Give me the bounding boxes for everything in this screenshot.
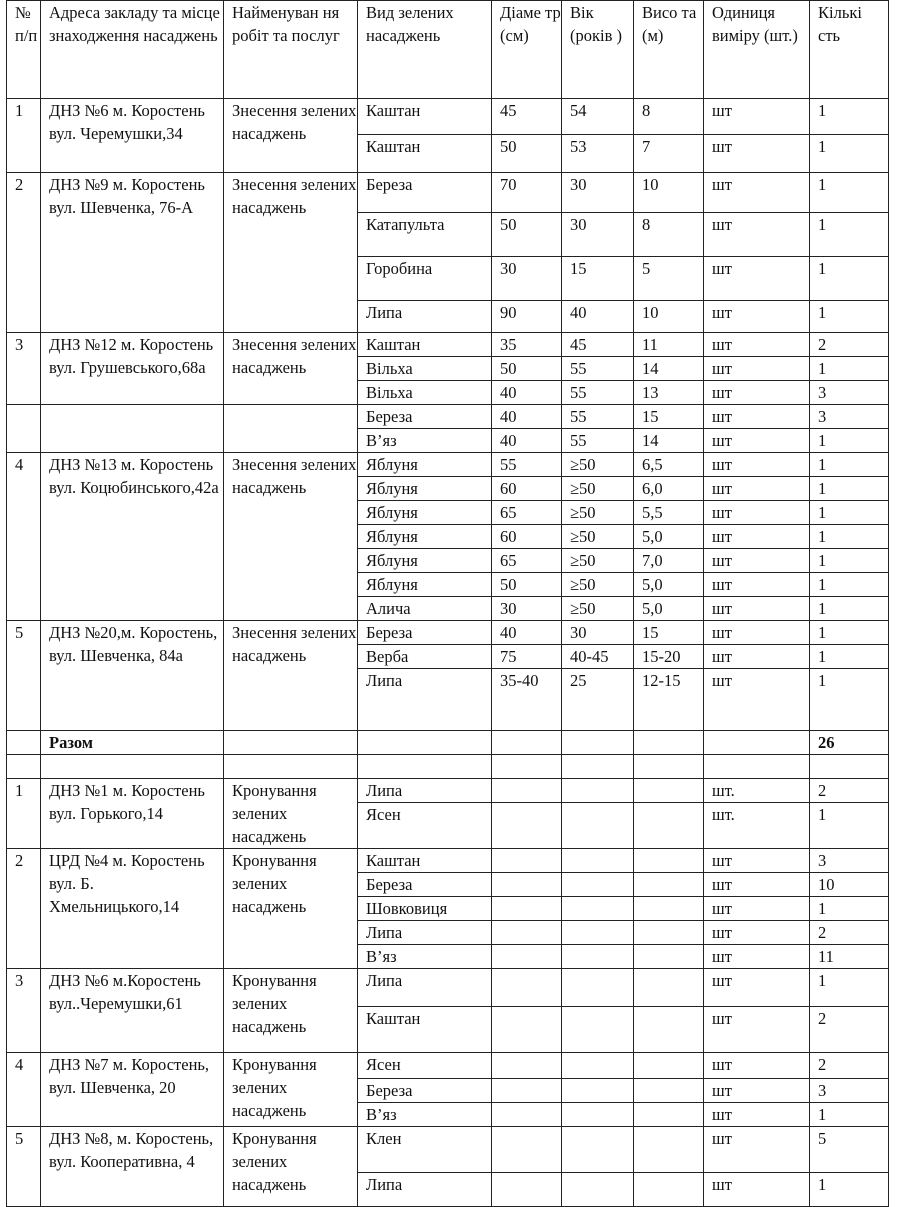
quantity-cell: 1 [810,1103,889,1127]
diameter-cell [492,1173,562,1207]
empty-cell [224,731,358,755]
table-row [7,333,889,357]
work-type-cell [224,405,358,453]
height-cell [634,1103,704,1127]
diameter-cell [492,1127,562,1173]
height-cell [634,1007,704,1053]
total-label: Разом [41,731,224,755]
quantity-cell: 1 [810,1173,889,1207]
header-age: Вік (років ) [562,1,634,99]
diameter-cell [492,921,562,945]
unit-cell: шт [704,669,810,731]
quantity-cell: 1 [810,525,889,549]
table-row [7,969,889,1007]
header-quantity: Кількі сть [810,1,889,99]
unit-cell: шт [704,525,810,549]
height-cell [634,1079,704,1103]
unit-cell: шт [704,849,810,873]
unit-cell: шт [704,549,810,573]
unit-cell: шт. [704,803,810,849]
diameter-cell: 50 [492,357,562,381]
age-cell [562,1173,634,1207]
age-cell [562,1053,634,1079]
height-cell: 10 [634,301,704,333]
diameter-cell: 60 [492,525,562,549]
diameter-cell: 40 [492,405,562,429]
diameter-cell [492,803,562,849]
header-height: Висо та (м) [634,1,704,99]
empty-cell [492,731,562,755]
height-cell: 10 [634,173,704,213]
quantity-cell: 1 [810,645,889,669]
unit-cell: шт [704,453,810,477]
quantity-cell: 1 [810,897,889,921]
header-diameter: Діаме тр (см) [492,1,562,99]
tree-type-cell: Яблуня [358,573,492,597]
tree-type-cell: Ясен [358,803,492,849]
quantity-cell: 1 [810,597,889,621]
age-cell: 55 [562,381,634,405]
diameter-cell [492,1053,562,1079]
row-number: 2 [7,849,41,969]
height-cell: 5,0 [634,525,704,549]
tree-type-cell: Каштан [358,135,492,173]
address-cell [41,405,224,453]
table-row [7,173,889,213]
height-cell: 5 [634,257,704,301]
work-type-cell: Кронування зелених насаджень [224,1053,358,1127]
height-cell: 12-15 [634,669,704,731]
unit-cell: шт [704,501,810,525]
age-cell: ≥50 [562,549,634,573]
unit-cell: шт [704,573,810,597]
height-cell [634,803,704,849]
age-cell [562,1007,634,1053]
table-row [7,1053,889,1079]
tree-type-cell: Каштан [358,333,492,357]
diameter-cell: 70 [492,173,562,213]
unit-cell: шт [704,405,810,429]
unit-cell: шт [704,1053,810,1079]
tree-type-cell: Береза [358,173,492,213]
age-cell: 55 [562,357,634,381]
address-cell: ДНЗ №20,м. Коростень, вул. Шевченка, 84а [41,621,224,731]
row-number: 4 [7,1053,41,1127]
unit-cell: шт [704,477,810,501]
diameter-cell: 35-40 [492,669,562,731]
age-cell: 30 [562,213,634,257]
height-cell: 11 [634,333,704,357]
age-cell: 55 [562,429,634,453]
empty-cell [358,755,492,779]
tree-type-cell: Береза [358,1079,492,1103]
table-row [7,779,889,803]
address-cell: ДНЗ №6 м.Коростень вул..Черемушки,61 [41,969,224,1053]
address-cell: ДНЗ №9 м. Коростень вул. Шевченка, 76-А [41,173,224,333]
age-cell [562,1079,634,1103]
tree-type-cell: Ясен [358,1053,492,1079]
diameter-cell [492,1079,562,1103]
table-header-row [7,1,889,99]
tree-type-cell: В’яз [358,1103,492,1127]
empty-cell [634,731,704,755]
work-type-cell: Кронування зелених насаджень [224,779,358,849]
row-number: 4 [7,453,41,621]
age-cell [562,1103,634,1127]
quantity-cell: 1 [810,429,889,453]
tree-type-cell: Каштан [358,99,492,135]
quantity-cell: 1 [810,99,889,135]
height-cell: 7,0 [634,549,704,573]
height-cell: 15 [634,621,704,645]
tree-type-cell: Клен [358,1127,492,1173]
diameter-cell [492,897,562,921]
age-cell: 55 [562,405,634,429]
height-cell: 6,5 [634,453,704,477]
address-cell: ДНЗ №1 м. Коростень вул. Горького,14 [41,779,224,849]
tree-type-cell: Яблуня [358,477,492,501]
age-cell: 40-45 [562,645,634,669]
address-cell: ДНЗ №6 м. Коростень вул. Черемушки,34 [41,99,224,173]
green-plantings-table [6,0,889,1207]
header-tree-type: Вид зелених насаджень [358,1,492,99]
unit-cell: шт [704,945,810,969]
height-cell: 8 [634,99,704,135]
tree-type-cell: В’яз [358,429,492,453]
tree-type-cell: Каштан [358,1007,492,1053]
age-cell: 53 [562,135,634,173]
address-cell: ДНЗ №8, м. Коростень, вул. Кооперативна, 4 [41,1127,224,1207]
diameter-cell: 30 [492,597,562,621]
unit-cell: шт [704,173,810,213]
table-row [7,621,889,645]
unit-cell: шт. [704,779,810,803]
unit-cell: шт [704,213,810,257]
diameter-cell [492,779,562,803]
tree-type-cell: Береза [358,873,492,897]
age-cell: ≥50 [562,573,634,597]
diameter-cell [492,969,562,1007]
header-unit: Одиниця виміру (шт.) [704,1,810,99]
tree-type-cell: Яблуня [358,453,492,477]
unit-cell: шт [704,969,810,1007]
quantity-cell: 1 [810,173,889,213]
diameter-cell: 40 [492,381,562,405]
height-cell [634,1053,704,1079]
diameter-cell [492,873,562,897]
total-row [7,731,889,755]
quantity-cell: 2 [810,1053,889,1079]
age-cell: 40 [562,301,634,333]
work-type-cell: Знесення зелених насаджень [224,621,358,731]
height-cell: 14 [634,357,704,381]
diameter-cell: 50 [492,213,562,257]
tree-type-cell: Береза [358,621,492,645]
unit-cell: шт [704,1007,810,1053]
diameter-cell: 50 [492,573,562,597]
quantity-cell: 10 [810,873,889,897]
unit-cell: шт [704,135,810,173]
age-cell: ≥50 [562,525,634,549]
quantity-cell: 3 [810,405,889,429]
address-cell: ЦРД №4 м. Коростень вул. Б. Хмельницького,14 [41,849,224,969]
empty-cell [41,755,224,779]
empty-cell [224,755,358,779]
tree-type-cell: Липа [358,779,492,803]
diameter-cell: 65 [492,549,562,573]
unit-cell: шт [704,333,810,357]
diameter-cell [492,1007,562,1053]
tree-type-cell: Алича [358,597,492,621]
age-cell [562,921,634,945]
row-number [7,405,41,453]
tree-type-cell: Липа [358,1173,492,1207]
age-cell: 25 [562,669,634,731]
document-page [6,0,892,1207]
quantity-cell: 2 [810,779,889,803]
height-cell [634,1173,704,1207]
age-cell [562,945,634,969]
quantity-cell: 2 [810,921,889,945]
age-cell: ≥50 [562,453,634,477]
height-cell: 8 [634,213,704,257]
height-cell: 15-20 [634,645,704,669]
diameter-cell: 50 [492,135,562,173]
quantity-cell: 11 [810,945,889,969]
empty-cell [704,755,810,779]
quantity-cell: 1 [810,549,889,573]
unit-cell: шт [704,597,810,621]
height-cell: 5,0 [634,597,704,621]
unit-cell: шт [704,1103,810,1127]
empty-cell [562,755,634,779]
diameter-cell: 30 [492,257,562,301]
unit-cell: шт [704,429,810,453]
empty-cell [704,731,810,755]
diameter-cell: 60 [492,477,562,501]
height-cell [634,873,704,897]
quantity-cell: 1 [810,621,889,645]
unit-cell: шт [704,1173,810,1207]
empty-cell [7,755,41,779]
quantity-cell: 3 [810,1079,889,1103]
row-number: 2 [7,173,41,333]
height-cell [634,897,704,921]
age-cell [562,803,634,849]
row-number: 3 [7,969,41,1053]
height-cell: 7 [634,135,704,173]
empty-cell [358,731,492,755]
unit-cell: шт [704,1079,810,1103]
height-cell: 5,0 [634,573,704,597]
unit-cell: шт [704,381,810,405]
quantity-cell: 1 [810,257,889,301]
table-row [7,405,889,429]
tree-type-cell: Липа [358,969,492,1007]
age-cell [562,897,634,921]
tree-type-cell: Береза [358,405,492,429]
table-row [7,1127,889,1173]
quantity-cell: 1 [810,573,889,597]
tree-type-cell: Яблуня [358,501,492,525]
unit-cell: шт [704,1127,810,1173]
height-cell [634,1127,704,1173]
diameter-cell [492,1103,562,1127]
row-number: 1 [7,779,41,849]
quantity-cell: 3 [810,849,889,873]
row-number: 5 [7,1127,41,1207]
quantity-cell: 1 [810,213,889,257]
empty-cell [562,731,634,755]
row-number: 5 [7,621,41,731]
header-no: № п/п [7,1,41,99]
age-cell: ≥50 [562,501,634,525]
height-cell: 13 [634,381,704,405]
height-cell: 15 [634,405,704,429]
unit-cell: шт [704,645,810,669]
tree-type-cell: Вільха [358,357,492,381]
tree-type-cell: Верба [358,645,492,669]
work-type-cell: Знесення зелених насаджень [224,453,358,621]
diameter-cell: 40 [492,429,562,453]
tree-type-cell: Катапульта [358,213,492,257]
age-cell: 45 [562,333,634,357]
diameter-cell [492,945,562,969]
age-cell: 15 [562,257,634,301]
age-cell: ≥50 [562,597,634,621]
empty-cell [492,755,562,779]
unit-cell: шт [704,897,810,921]
height-cell [634,969,704,1007]
height-cell: 14 [634,429,704,453]
tree-type-cell: Каштан [358,849,492,873]
diameter-cell: 55 [492,453,562,477]
row-number: 3 [7,333,41,405]
quantity-cell: 1 [810,477,889,501]
quantity-cell: 5 [810,1127,889,1173]
tree-type-cell: Липа [358,921,492,945]
height-cell [634,921,704,945]
work-type-cell: Кронування зелених насаджень [224,1127,358,1207]
diameter-cell: 35 [492,333,562,357]
tree-type-cell: Шовковиця [358,897,492,921]
quantity-cell: 1 [810,803,889,849]
address-cell: ДНЗ №7 м. Коростень, вул. Шевченка, 20 [41,1053,224,1127]
age-cell [562,969,634,1007]
diameter-cell: 90 [492,301,562,333]
tree-type-cell: Яблуня [358,549,492,573]
unit-cell: шт [704,873,810,897]
header-address: Адреса закладу та місце знаходження насаджень [41,1,224,99]
address-cell: ДНЗ №13 м. Коростень вул. Коцюбинського,42а [41,453,224,621]
unit-cell: шт [704,301,810,333]
tree-type-cell: Горобина [358,257,492,301]
height-cell [634,945,704,969]
quantity-cell: 1 [810,969,889,1007]
quantity-cell: 1 [810,669,889,731]
tree-type-cell: Вільха [358,381,492,405]
work-type-cell: Знесення зелених насаджень [224,173,358,333]
empty-cell [7,731,41,755]
quantity-cell: 1 [810,135,889,173]
work-type-cell: Знесення зелених насаджень [224,99,358,173]
height-cell: 6,0 [634,477,704,501]
diameter-cell: 45 [492,99,562,135]
tree-type-cell: Яблуня [358,525,492,549]
address-cell: ДНЗ №12 м. Коростень вул. Грушевського,68а [41,333,224,405]
age-cell [562,849,634,873]
age-cell: 30 [562,173,634,213]
work-type-cell: Кронування зелених насаджень [224,849,358,969]
quantity-cell: 3 [810,381,889,405]
tree-type-cell: В’яз [358,945,492,969]
empty-cell [634,755,704,779]
unit-cell: шт [704,357,810,381]
spacer-row [7,755,889,779]
quantity-cell: 1 [810,501,889,525]
row-number: 1 [7,99,41,173]
height-cell [634,779,704,803]
quantity-cell: 1 [810,301,889,333]
height-cell [634,849,704,873]
tree-type-cell: Липа [358,301,492,333]
diameter-cell: 75 [492,645,562,669]
age-cell: 54 [562,99,634,135]
age-cell [562,873,634,897]
quantity-cell: 1 [810,357,889,381]
diameter-cell: 40 [492,621,562,645]
age-cell [562,779,634,803]
diameter-cell: 65 [492,501,562,525]
table-row [7,99,889,135]
age-cell: ≥50 [562,477,634,501]
header-work: Найменуван ня робіт та послуг [224,1,358,99]
work-type-cell: Знесення зелених насаджень [224,333,358,405]
unit-cell: шт [704,621,810,645]
table-row [7,453,889,477]
work-type-cell: Кронування зелених насаджень [224,969,358,1053]
quantity-cell: 1 [810,453,889,477]
age-cell [562,1127,634,1173]
diameter-cell [492,849,562,873]
unit-cell: шт [704,99,810,135]
quantity-cell: 2 [810,333,889,357]
unit-cell: шт [704,257,810,301]
height-cell: 5,5 [634,501,704,525]
table-row [7,849,889,873]
total-quantity: 26 [810,731,889,755]
empty-cell [810,755,889,779]
tree-type-cell: Липа [358,669,492,731]
age-cell: 30 [562,621,634,645]
quantity-cell: 2 [810,1007,889,1053]
unit-cell: шт [704,921,810,945]
